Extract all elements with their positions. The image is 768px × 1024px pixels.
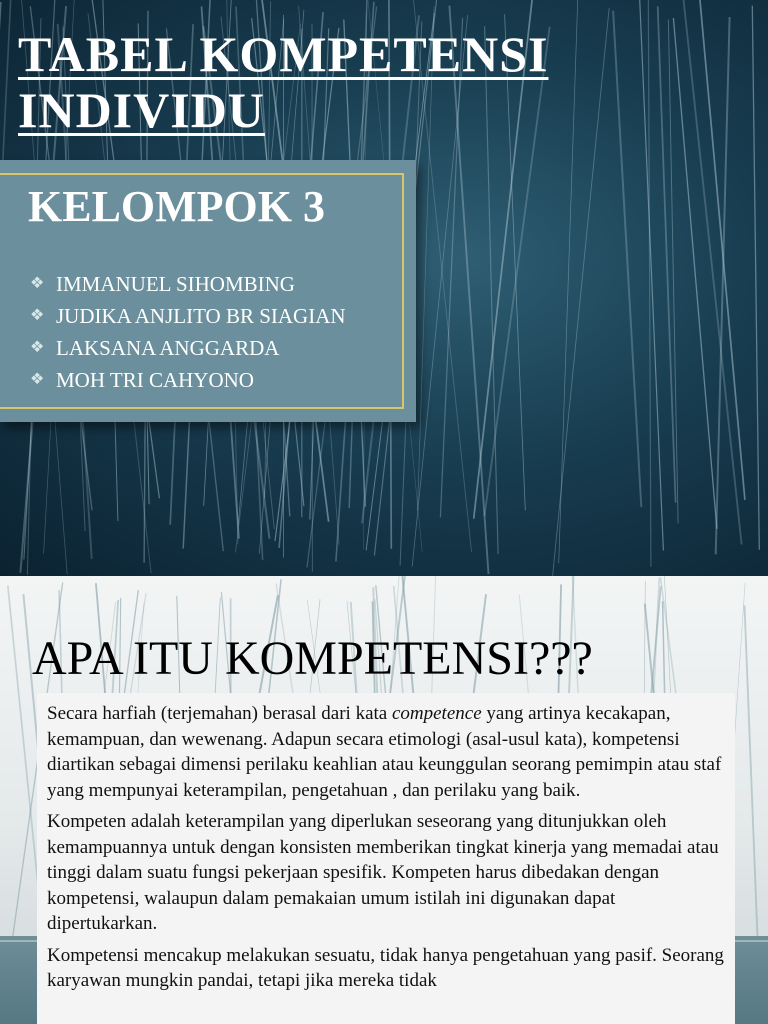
slide-title-heading [18,26,548,138]
definition-text-box [37,693,735,1024]
diamond-bullet-icon: ❖ [30,275,45,292]
group-title: KELOMPOK 3 [28,182,325,231]
decorative-line [683,0,742,545]
member-item [30,268,346,300]
member-item [30,300,346,332]
member-list [30,268,346,396]
member-name: IMMANUEL SIHOMBING [56,272,295,296]
diamond-bullet-icon: ❖ [30,339,45,356]
paragraph-1-rest: yang artinya kecakapan, kemampuan, dan wewenang. Adapun secara etimologi (asal-usul kata), kompetensi diartikan sebagai dimensi perilaku keahlian atau keunggulan seorang pemimpin atau staf yang mempunyai keterampilan, pengetahuan , dan perilaku yang baik. [47,703,722,801]
member-item [30,332,346,364]
title-line-1: TABEL KOMPETENSI [18,26,549,82]
decorative-line [700,0,745,500]
paragraph-3: Kompetensi mencakup melakukan sesuatu, tidak hanya pengetahuan yang pasif. Seorang karyawan mungkin pandai, tetapi jika mereka tidak [47,944,724,991]
member-name: MOH TRI CAHYONO [56,368,254,392]
paragraph-2: Kompeten adalah keterampilan yang diperlukan seseorang yang ditunjukkan oleh kemampuannya untuk dengan konsisten memberikan tingkat kinerja yang memadai atau tinggi dalam suatu fungsi pekerjaan spesifik. Kompeten harus dibedakan dengan kompetensi, walaupun dalam pemakaian umum istilah ini digunakan dapat dipertukarkan. [47,811,719,934]
decorative-line [648,0,651,567]
group-info-box [0,160,416,422]
member-name: JUDIKA ANJLITO BR SIAGIAN [56,304,346,328]
paragraph-1 [47,701,725,803]
paragraph-1-start: Secara harfiah (terjemahan) berasal dari kata [47,703,392,724]
decorative-line [716,17,730,554]
decorative-line [559,0,578,563]
diamond-bullet-icon: ❖ [30,307,45,324]
member-item [30,364,346,396]
diamond-bullet-icon: ❖ [30,371,45,388]
paragraph-1-term: competence [391,703,482,724]
slide-definition [0,576,768,1024]
definition-title: APA ITU KOMPETENSI??? [32,632,593,685]
title-line-2: INDIVIDU [18,82,265,138]
decorative-line [613,11,641,507]
member-name: LAKSANA ANGGARDA [56,336,280,360]
decorative-line [752,6,759,550]
decorative-line [673,18,717,529]
